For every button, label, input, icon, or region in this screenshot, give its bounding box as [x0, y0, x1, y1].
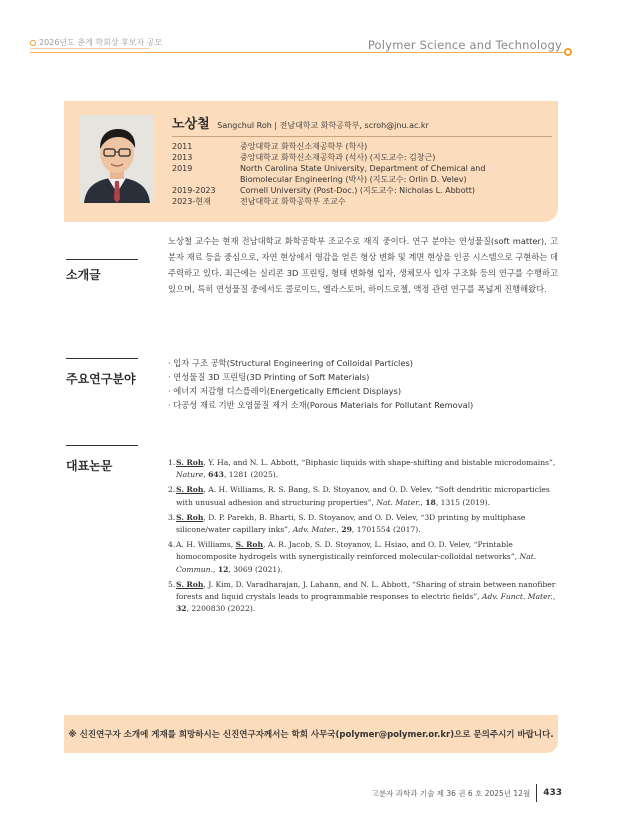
publication-journal: Nature	[176, 470, 204, 480]
publication-volume: 32	[176, 604, 187, 614]
header-section-label	[30, 37, 162, 48]
publication-title: , D. P. Parekh, B. Bharti, S. D. Stoyanov, and O. D. Velev, “3D printing by multiphase silicone/water capillary inks”,	[176, 512, 526, 535]
intro-text: 노상철 교수는 현재 전남대학교 화학공학부 조교수로 재직 중이다. 연구 분야는 연성물질(soft matter), 고분자 재료 등을 중심으로, 자연 현상에서 영감을 얻은 형상 변화 및 계면 현상을 인공 시스템으로 구현하는 데 주력하고 있다. 최근에는 실리콘 3D 프린팅, 형태 변화형 입자, 생체모사 입자 구조화 등의 연구를 수행하고 있으며, 특히 연성물질 중에서도 콜로이드, 엘라스토머, 하이드로젤, 액정 관련 연구를 폭넓게 진행해왔다.	[168, 236, 558, 294]
publication-sep: ,	[336, 525, 342, 535]
footer-journal-issue: 고분자 과학과 기술 제 36 권 6 호 2025년 12월	[371, 788, 531, 798]
research-section-rule	[66, 358, 138, 359]
publication-number: 4.	[168, 540, 176, 550]
publication-self-author: S. Roh	[235, 540, 264, 550]
publication-list	[168, 457, 558, 618]
education-year: 2013	[172, 153, 193, 162]
publication-volume: 12	[217, 564, 229, 574]
profile-name: 노상철	[172, 117, 210, 132]
publication-item	[168, 512, 558, 536]
publication-title: , A. H. Williams, R. S. Bang, S. D. Stoyanov, and O. D. Velev, “Soft dendritic microparticles with unusual adhesion and structuring properties”,	[176, 485, 550, 507]
profile-card	[64, 101, 558, 222]
pubs-section-title: 대표논문	[66, 459, 113, 473]
publication-sep: ,	[552, 592, 556, 602]
profile-divider	[172, 136, 552, 137]
publication-number: 1.	[168, 458, 176, 467]
publication-item	[168, 457, 558, 481]
publication-number: 5.	[168, 579, 176, 589]
publication-self-author: S. Roh	[176, 485, 204, 495]
publication-item	[168, 484, 558, 508]
education-item	[172, 163, 540, 185]
page-footer	[372, 784, 562, 802]
research-list	[168, 356, 558, 412]
education-item	[172, 152, 540, 163]
research-item: · 연성물질 3D 프린팅(3D Printing of Soft Materials)	[168, 372, 370, 382]
intro-section-rule	[66, 259, 138, 260]
publication-volume: 18	[425, 497, 436, 507]
publication-journal: Nat. Commun.	[176, 552, 537, 574]
publication-self-author: S. Roh	[176, 579, 204, 589]
publication-item	[168, 579, 558, 616]
publication-pages: , 1315 (2019).	[435, 497, 491, 507]
publication-pages: , 2200830 (2022).	[186, 604, 256, 614]
publication-sep: ,	[203, 470, 209, 480]
research-item: · 입자 구조 공학(Structural Engineering of Colloidal Particles)	[168, 358, 413, 368]
education-year: 2023-현재	[172, 197, 211, 206]
research-item: · 다공성 재료 기반 오염물질 제거 소재(Porous Materials for Pollutant Removal)	[168, 400, 474, 410]
profile-photo	[80, 115, 154, 203]
research-item: · 에너지 저감형 디스플레이(Energetically Efficient Displays)	[168, 386, 402, 396]
publication-title: , Y. Ha, and N. L. Abbott, “Biphasic liquids with shape-shifting and bistable microdomains”,	[203, 458, 556, 467]
education-desc: 중앙대학교 화학신소재공학과 (석사) (지도교수: 김창근)	[240, 153, 436, 162]
header-left-text: 2026년도 춘계 학회상 후보자 공모	[39, 38, 163, 47]
header-accent-line	[30, 48, 150, 49]
publication-pages: , 3069 (2021).	[228, 564, 283, 574]
education-item	[172, 185, 540, 196]
publication-sep: ,	[212, 564, 218, 574]
header-rule	[30, 52, 570, 53]
page-number: 433	[543, 788, 562, 798]
footer-separator	[536, 784, 537, 802]
profile-details: Sangchul Roh | 전남대학교 화학공학부, scroh@jnu.ac.kr	[217, 121, 429, 130]
publication-title: , A. R. Jacob, S. D. Stoyanov, L. Hsiao, and O. D. Velev, “Printable homocomposite hydrogels with synergistically reinforced molecular-colloidal networks”,	[176, 540, 520, 562]
publication-journal: Nat. Mater.	[376, 497, 421, 507]
submission-notice: ※ 신진연구자 소개에 게재를 희망하시는 신진연구자께서는 학회 사무국(polymer@polymer.or.kr)으로 문의주시기 바랍니다.	[64, 715, 558, 753]
publication-number: 3.	[168, 512, 176, 522]
publication-coauthors: A. H. Williams,	[176, 540, 236, 550]
circle-bullet-icon	[30, 40, 36, 46]
portrait-image	[80, 115, 154, 203]
publication-sep: ,	[420, 497, 426, 507]
publication-pages: , 1281 (2025).	[223, 470, 279, 480]
publication-self-author: S. Roh	[176, 458, 204, 467]
publication-volume: 643	[208, 470, 224, 480]
education-year: 2011	[172, 142, 193, 151]
publication-pages: , 1701554 (2017).	[351, 525, 421, 535]
education-year: 2019	[172, 164, 193, 173]
publication-item	[168, 539, 558, 576]
education-list	[172, 141, 540, 207]
pubs-section-rule	[66, 445, 138, 446]
publication-journal: Adv. Mater.	[292, 525, 337, 535]
education-desc: 중앙대학교 화학신소재공학부 (학사)	[240, 142, 368, 151]
education-desc: 전남대학교 화학공학부 조교수	[240, 197, 346, 206]
publication-volume: 29	[341, 525, 352, 535]
journal-section-title: Polymer Science and Technology	[367, 38, 562, 52]
research-section-title: 주요연구분야	[66, 372, 136, 386]
education-item	[172, 196, 540, 207]
profile-name-line	[172, 113, 429, 132]
publication-journal: Adv. Funct. Mater.	[482, 592, 553, 602]
education-desc: North Carolina State University, Department of Chemical and Biomolecular Engineering (박사) (지도교수: Orlin D. Velev)	[240, 164, 486, 184]
education-desc: Cornell University (Post-Doc.) (지도교수: Nicholas L. Abbott)	[240, 186, 476, 195]
intro-section-title: 소개글	[66, 268, 101, 282]
education-item	[172, 141, 540, 152]
education-year: 2019-2023	[172, 186, 216, 195]
circle-end-icon	[564, 48, 572, 56]
publication-self-author: S. Roh	[176, 512, 204, 522]
publication-title: , J. Kim, D. Varadharajan, J. Lahann, and N. L. Abbott, “Sharing of strain between nanofiber forests and liquid crystals leads to programmable responses to electric fields”,	[176, 579, 556, 602]
publication-number: 2.	[168, 485, 176, 495]
